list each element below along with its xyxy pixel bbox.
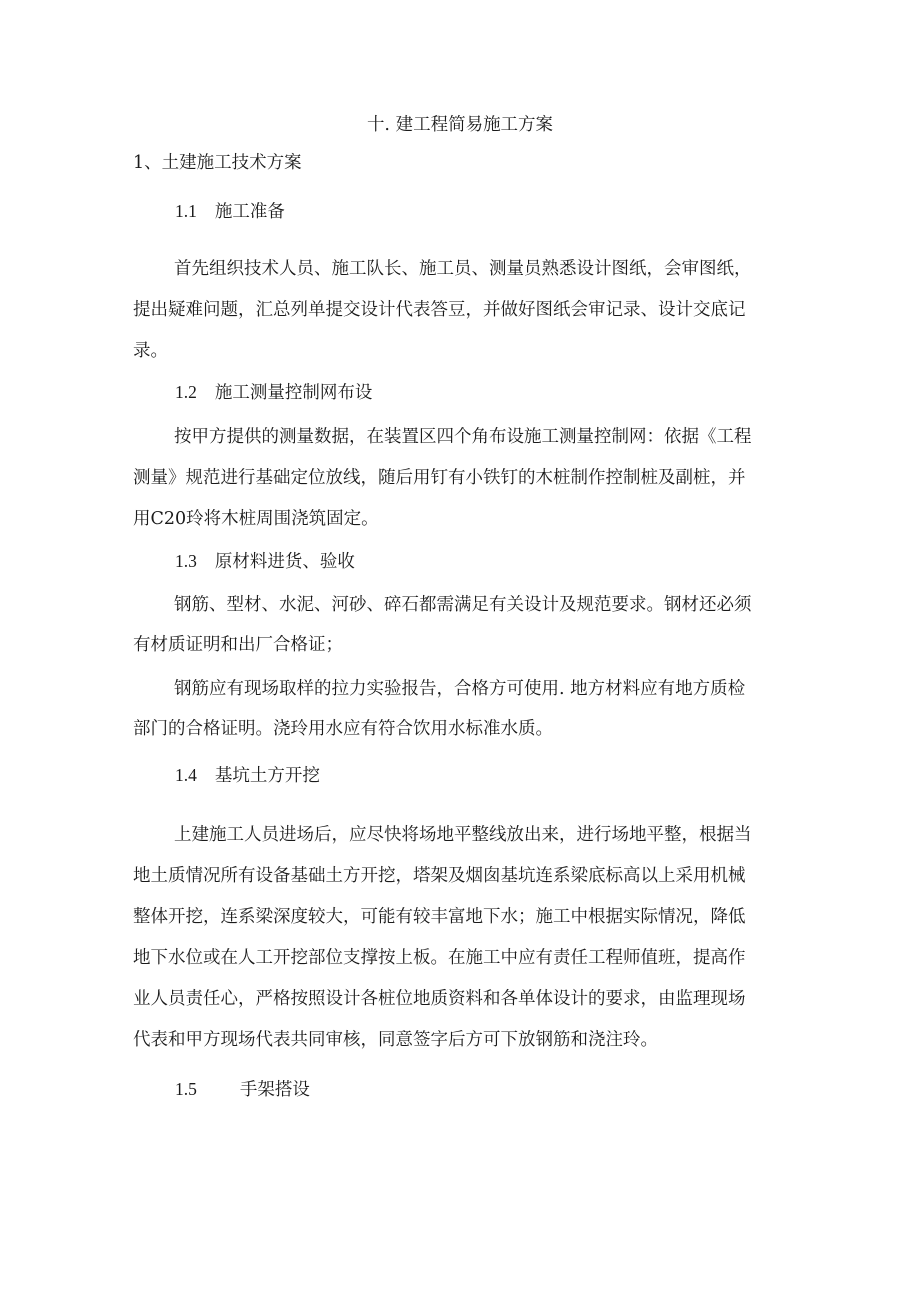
subsection-title: 施工测量控制网布设: [214, 383, 373, 403]
document-title: 十. 建工程简易施工方案: [366, 115, 554, 135]
subsection-heading-1-2: [175, 380, 372, 405]
paragraph-line: 地下水位或在人工开挖部位支撑按上板。在施工中应有责任工程师值班，提高作: [133, 948, 746, 968]
paragraph-line: 部门的合格证明。浇玲用水应有符合饮用水标准水质。: [133, 719, 553, 739]
subsection-heading-1-4: [175, 763, 320, 788]
paragraph-line: 业人员责任心，严格按照设计各桩位地质资料和各单体设计的要求，由监理现场: [133, 989, 746, 1009]
subsection-heading-1-1: [175, 199, 285, 224]
subsection-number: 1.1: [175, 201, 197, 221]
subsection-title: 手架搭设: [239, 1080, 310, 1100]
paragraph-line: 有材质证明和出厂合格证；: [133, 635, 343, 655]
subsection-heading-1-3: [175, 549, 355, 574]
subsection-heading-1-5: [175, 1077, 310, 1102]
subsection-number: 1.2: [175, 382, 197, 402]
paragraph-line: 首先组织技术人员、施工队长、施工员、测量员熟悉设计图纸，会审图纸，: [174, 259, 752, 279]
paragraph-line: 用C20玲将木桩周围浇筑固定。: [133, 509, 379, 529]
paragraph-line: 地土质情况所有设备基础土方开挖，塔架及烟囱基坑连系梁底标高以上采用机械: [133, 866, 746, 886]
subsection-number: 1.3: [175, 551, 197, 571]
paragraph-line: 录。: [133, 341, 168, 361]
paragraph-line: 上建施工人员进场后，应尽快将场地平整线放出来，进行场地平整，根据当: [174, 825, 752, 845]
subsection-number: 1.4: [175, 765, 197, 785]
subsection-title: 基坑土方开挖: [214, 766, 320, 786]
paragraph-line: 钢筋应有现场取样的拉力实验报告，合格方可使用. 地方材料应有地方质检: [174, 679, 746, 699]
paragraph-line: 提出疑难问题，汇总列单提交设计代表答豆，并做好图纸会审记录、设计交底记: [133, 300, 746, 320]
subsection-number: 1.5: [175, 1079, 197, 1099]
paragraph-line: 按甲方提供的测量数据，在装置区四个角布设施工测量控制网：依据《工程: [174, 427, 752, 447]
paragraph-line: 代表和甲方现场代表共同审核，同意签字后方可下放钢筋和浇注玲。: [133, 1030, 658, 1050]
paragraph-line: 钢筋、型材、水泥、河砂、碎石都需满足有关设计及规范要求。钢材还必须: [174, 595, 752, 615]
subsection-title: 原材料进货、验收: [214, 552, 355, 572]
subsection-title: 施工准备: [214, 202, 285, 222]
paragraph-line: 整体开挖，连系梁深度较大，可能有较丰富地下水；施工中根据实际情况，降低: [133, 907, 746, 927]
paragraph-line: 测量》规范进行基础定位放线，随后用钉有小铁钉的木桩制作控制桩及副桩，并: [133, 468, 746, 488]
section-heading-1: 1、土建施工技术方案: [133, 153, 302, 173]
